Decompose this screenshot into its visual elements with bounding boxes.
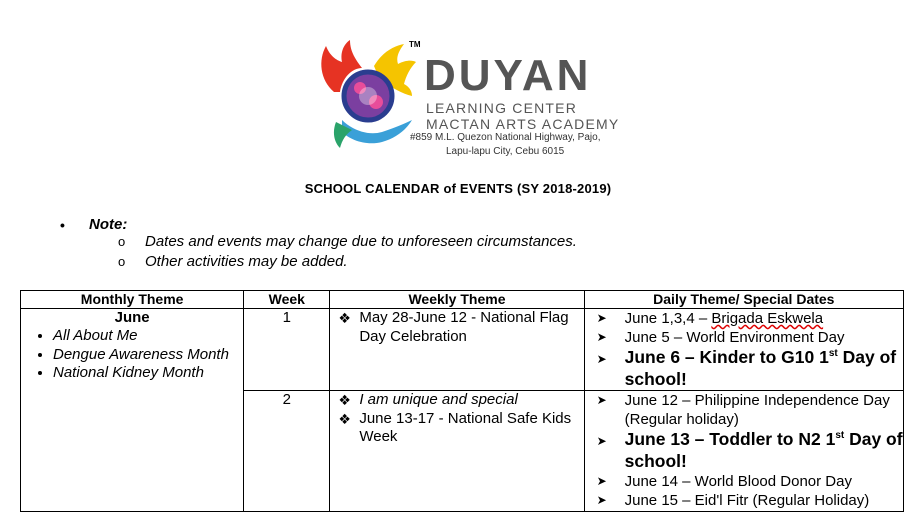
daily-theme-list — [585, 309, 903, 390]
list-item — [597, 309, 903, 328]
list-item — [597, 328, 903, 347]
arrow-bullet-icon: ➤ — [596, 352, 607, 366]
calendar-table — [20, 290, 904, 512]
daily-text: June 1,3,4 – — [624, 310, 712, 327]
brand-subtitle-learning-center: LEARNING CENTER — [426, 100, 578, 116]
daily-text-underlined: Brigada Eskwela — [711, 310, 824, 327]
daily-theme-list — [585, 391, 903, 510]
daily-theme-cell — [584, 309, 903, 391]
note-item-text: Other activities may be added. — [145, 253, 348, 270]
list-item — [338, 410, 583, 447]
monthly-theme-cell — [21, 309, 244, 512]
list-item: • All About Me — [53, 327, 243, 346]
daily-text-highlight: June 6 – Kinder to G10 1 — [624, 347, 829, 367]
weekly-theme-text: May 28-June 12 - National Flag Day Celebration — [359, 309, 569, 345]
table-row — [21, 309, 904, 391]
note-item — [118, 233, 577, 250]
list-item — [338, 391, 583, 410]
header-daily-theme: Daily Theme/ Special Dates — [584, 291, 903, 309]
list-item — [597, 491, 903, 510]
diamond-bullet-icon: ❖ — [338, 392, 351, 408]
bullet-icon: • — [60, 216, 65, 233]
ordinal-suffix: st — [828, 348, 838, 360]
trademark-mark: TM — [409, 40, 421, 49]
list-item — [338, 309, 583, 346]
daily-text: June 12 – Philippine Independence Day (Regular holiday) — [624, 392, 890, 428]
note-heading-label: Note: — [89, 216, 128, 233]
document-title: SCHOOL CALENDAR of EVENTS (SY 2018-2019) — [304, 181, 612, 196]
brand-name: DUYAN — [424, 51, 592, 100]
arrow-bullet-icon: ➤ — [596, 330, 607, 344]
monthly-theme-list — [21, 327, 243, 383]
header-week: Week — [244, 291, 330, 309]
weekly-theme-list — [330, 391, 583, 447]
daily-theme-cell — [584, 391, 903, 512]
duyan-logo-icon — [312, 38, 424, 150]
school-logo-block — [312, 38, 632, 156]
week-number: 2 — [282, 391, 291, 408]
weekly-theme-cell — [330, 309, 584, 391]
daily-text: June 15 – Eid'l Fitr (Regular Holiday) — [624, 492, 870, 509]
arrow-bullet-icon: ➤ — [596, 493, 607, 507]
arrow-bullet-icon: ➤ — [596, 474, 607, 488]
arrow-bullet-icon: ➤ — [596, 434, 607, 448]
week-number: 1 — [282, 309, 291, 326]
weekly-theme-cell — [330, 391, 584, 512]
weekly-theme-list — [330, 309, 583, 346]
address-line-2: Lapu-lapu City, Cebu 6015 — [446, 146, 565, 157]
weekly-theme-text: June 13-17 - National Safe Kids Week — [359, 409, 572, 445]
sub-bullet-icon: o — [118, 254, 126, 269]
daily-text-highlight-end: Day of school! — [624, 347, 897, 389]
month-name: June — [114, 309, 150, 326]
daily-text-highlight-end: Day of school! — [624, 429, 903, 471]
weekly-theme-text: I am unique and special — [359, 391, 518, 408]
list-item — [597, 347, 903, 390]
note-item-text: Dates and events may change due to unforeseen circumstances. — [145, 233, 577, 250]
arrow-bullet-icon: ➤ — [596, 311, 607, 325]
note-heading — [60, 216, 127, 233]
header-monthly-theme: Monthly Theme — [21, 291, 244, 309]
list-item — [597, 429, 903, 472]
daily-text: June 14 – World Blood Donor Day — [624, 473, 852, 490]
list-item: • Dengue Awareness Month — [53, 346, 243, 365]
arrow-bullet-icon: ➤ — [596, 393, 607, 407]
notes-section — [60, 216, 577, 270]
note-item — [118, 253, 348, 270]
daily-text-highlight: June 13 – Toddler to N2 1 — [624, 429, 836, 449]
week-cell — [244, 391, 330, 512]
diamond-bullet-icon: ❖ — [338, 410, 351, 427]
daily-text: June 5 – World Environment Day — [624, 329, 845, 346]
list-item: • National Kidney Month — [53, 364, 243, 383]
week-cell — [244, 309, 330, 391]
list-item — [597, 472, 903, 491]
header-weekly-theme: Weekly Theme — [330, 291, 584, 309]
table-header-row — [21, 291, 904, 309]
brand-subtitle-academy: MACTAN ARTS ACADEMY — [426, 116, 620, 132]
address-line-1: #859 M.L. Quezon National Highway, Pajo, — [410, 132, 601, 143]
list-item — [597, 391, 903, 429]
ordinal-suffix: st — [835, 430, 845, 442]
diamond-bullet-icon: ❖ — [338, 310, 351, 326]
sub-bullet-icon: o — [118, 234, 126, 249]
